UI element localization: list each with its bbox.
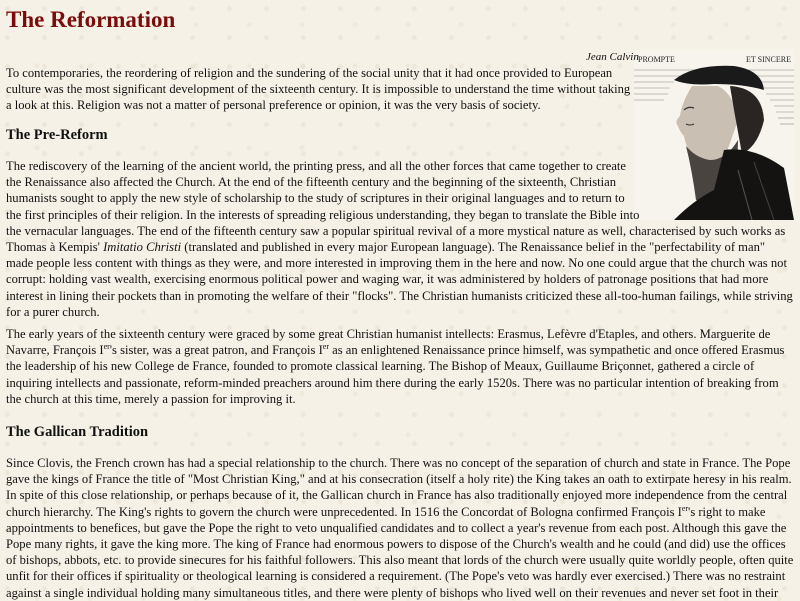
text-line: The rediscovery of the learning of the ancient world, the printing press, and all the other forces that came together to create [6,159,626,173]
pre-reform-paragraph-2 [6,326,794,407]
ordinal-superscript: er [681,503,689,513]
text-run: as an enlightened Renaissance prince himself, was sympathetic and once offered Erasmus the leadership of his new College de France, founded to promote classical learning. The Bishop of Meaux, Guillaume Briçonnet, gathered a circle of inquiring intellects and passionate, reform-minded preachers around him there during the early 1520s. There was no particular intention of breaking from the church at this time, merely a passion for improving it. [6,343,785,406]
section-heading-pre-reform: The Pre-Reform [6,127,108,143]
pre-reform-paragraph-1 [6,158,794,320]
text-run: 's sister, was a great patron, and François I [109,343,323,358]
text-line: the first principles of their religion. In the interests of spreading religious understanding, they began to translate the Bible into [6,207,640,222]
book-title: Imitatio Christi [103,240,182,255]
ordinal-superscript: er [103,342,110,352]
inscription-left: PROMPTE [638,55,675,64]
article [6,0,794,600]
text-line: the Renaissance also affected the Church. At the end of the fifteenth century and the beginning of the sixteenth, Christian [6,175,617,190]
gallican-paragraph [6,455,794,601]
text-line: humanists sought to apply the new style of scholarship to the study of scriptures in their original languages and to return to [6,191,625,206]
text-run: Since Clovis, the French crown has had a special relationship to the church. There was no concept of the separation of church and state in France. The Pope gave the kings of France the title of "Most Christian King," and at his consecration (itself a holy rite) the King takes an oath to extirpate heresy in his realm. In spite of this close relationship, or perhaps because of it, the Gallican church in France has also traditionally enjoyed more independence from the central church hierarchy. The King's rights to govern the church were unprecedented. In 1516 the Concordat of Bologna confirmed François I [6,456,792,519]
text-run: 's right to make appointments to benefices, but gave the Pope the right to veto unqualified candidates and to collect a year's revenue from each post. Although this gave the Pope many rights, it gave the king more. The king of France had enormous powers to dispose of the Church's wealth and he could (and did) use the offices of bishops, abbots, etc. to provide sinecures for his faithful followers. This also meant that lords of the church were usually quite worldly people, often quite unfit for their offices if spirituality or theological learning is considered a requirement. (The Pope's veto was hardly ever exercised.) There was no restraint against a single individual holding many simultaneous titles, and there were plenty of bishops who lived well on their revenues and never set foot in their [6,504,794,600]
ordinal-superscript: er [322,342,329,352]
text-run: the vernacular languages. The end of the fifteenth century saw a popular spiritual revival of a more mystical nature as well, characterised by such works as Thomas à Kempis' [6,223,786,255]
section-heading-gallican: The Gallican Tradition [6,424,149,440]
page-title: The Reformation [6,7,176,32]
text-run: The early years of the sixteenth century were graced by some great Christian humanist intellects: Erasmus, Lefèvre d'Etaples, and others. Marguerite de Navarre, François I [6,327,771,358]
text-run: (translated and published in every major European language). The Renaissance belief in the "perfectability of man" made people less content with things as they were, and more interested in improving them in the here and now. No one could argue that the church was not corrupt: holding vast wealth, exercising enormous political power and waging war, it was administered by holders of patronage positions that had more interest in lining their pockets than in promoting the welfare of their "flocks". The Christian humanists criticized these all-too-human failings, while striving for a purer church. [6,240,793,319]
intro-paragraph: To contemporaries, the reordering of religion and the sundering of the social unity that it had once provided to European culture was the most significant development of the sixteenth century. It is impossible to understand the time without taking a look at this. Religion was not a matter of personal preference or opinion, it was the very basis of society. [6,66,631,113]
inscription-right: ET SINCERE [746,55,791,64]
portrait-caption: Jean Calvin [586,51,639,63]
